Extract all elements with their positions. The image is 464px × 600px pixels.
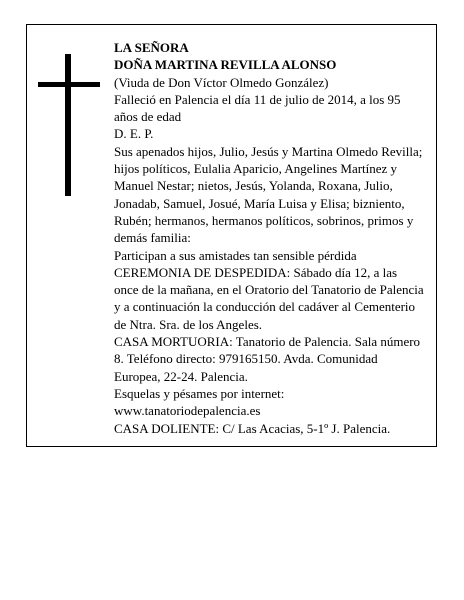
rest-in-peace: D. E. P. [114, 126, 154, 142]
internet-label: Esquelas y pésames por internet: [114, 385, 285, 401]
cross-icon [38, 54, 100, 196]
obituary-text [114, 39, 424, 437]
family-home-details: CASA DOLIENTE: C/ Las Acacias, 5-1º J. Palencia. [114, 420, 391, 436]
widow-of-line: (Viuda de Don Víctor Olmedo González) [114, 74, 329, 90]
death-details: Falleció en Palencia el día 11 de julio de 2014, a los 95 años de edad [114, 91, 401, 125]
announcement-line: Participan a sus amistades tan sensible pérdida [114, 247, 357, 263]
website-link[interactable]: www.tanatoriodepalencia.es [114, 403, 261, 419]
cross-vertical-bar [65, 54, 71, 196]
deceased-name: DOÑA MARTINA REVILLA ALONSO [114, 57, 337, 73]
notice-title: LA SEÑORA [114, 40, 189, 55]
cross-horizontal-bar [38, 82, 100, 87]
family-list: Sus apenados hijos, Julio, Jesús y Martina Olmedo Revilla; hijos políticos, Eulalia Aparicio, Angelines Martínez y Manuel Nestar; nietos, Jesús, Yolanda, Roxana, Julio, Jonadab, Samuel, Josué, María Luisa y Elisa; bizniento, Rubén; hermanos, hermanos políticos, sobrinos, primos y demás familia: [114, 143, 423, 246]
ceremony-details: CEREMONIA DE DESPEDIDA: Sábado día 12, a las once de la mañana, en el Oratorio del Tanatorio de Palencia y a continuación la conducción del cadáver al Cementerio de Ntra. Sra. de los Angeles. [114, 264, 424, 332]
funeral-home-details: CASA MORTUORIA: Tanatorio de Palencia. Sala número 8. Teléfono directo: 979165150. Avda. Comunidad Europea, 22-24. Palencia. [114, 334, 421, 384]
